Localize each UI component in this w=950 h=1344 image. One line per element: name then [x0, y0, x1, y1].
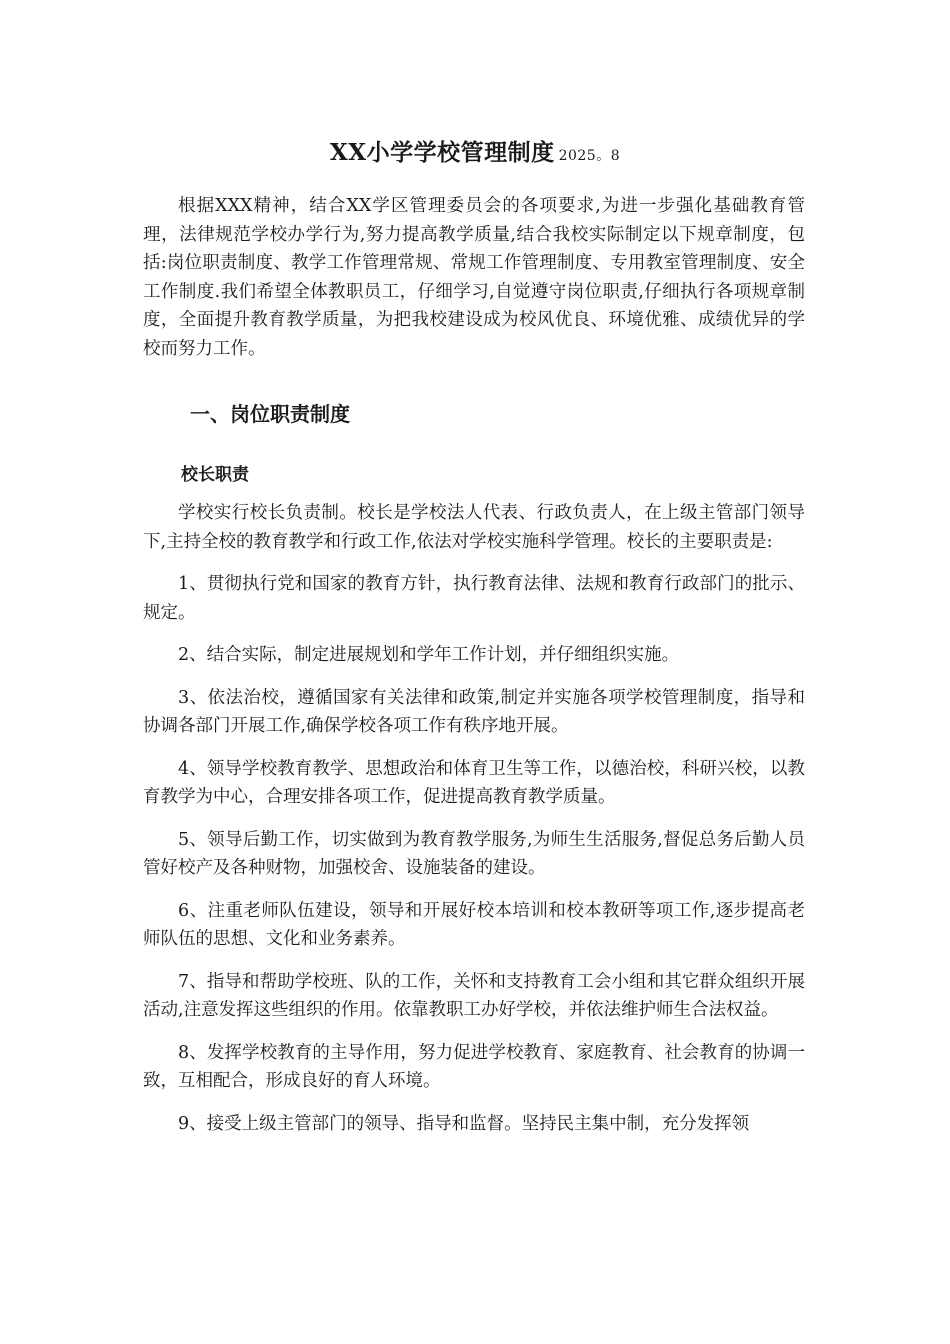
- document-title: [0, 136, 950, 173]
- intro-paragraph: 根据XXX精神，结合XX学区管理委员会的各项要求,为进一步强化基础教育管理，法律规范学校办学行为,努力提高教学质量,结合我校实际制定以下规章制度，包括:岗位职责制度、教学工作管理常规、常规工作管理制度、专用教室管理制度、安全工作制度.我们希望全体教职员工，仔细学习,自觉遵守岗位职责,仔细执行各项规章制度，全面提升教育教学质量，为把我校建设成为校风优良、环境优雅、成绩优异的学校而努力工作。: [143, 196, 805, 359]
- duty-item-1: 1、贯彻执行党和国家的教育方针，执行教育法律、法规和教育行政部门的批示、规定。: [143, 574, 805, 623]
- document-body: [143, 192, 805, 1152]
- duty-item-9: 9、接受上级主管部门的领导、指导和监督。坚持民主集中制，充分发挥领: [178, 1113, 750, 1134]
- duty-item-3: 3、依法治校，遵循国家有关法律和政策,制定并实施各项学校管理制度，指导和协调各部门开展工作,确保学校各项工作有秩序地开展。: [143, 687, 805, 736]
- duty-item-8: 8、发挥学校教育的主导作用，努力促进学校教育、家庭教育、社会教育的协调一致，互相配合，形成良好的育人环境。: [143, 1042, 805, 1091]
- duty-item-2: 2、结合实际，制定进展规划和学年工作计划，并仔细组织实施。: [178, 645, 680, 665]
- section-heading: 一、岗位职责制度: [190, 402, 350, 426]
- duty-item-6: 6、注重老师队伍建设，领导和开展好校本培训和校本教研等项工作,逐步提高老师队伍的思想、文化和业务素养。: [143, 900, 805, 949]
- title-text: XX小学学校管理制度: [329, 139, 555, 166]
- duty-item-7: 7、指导和帮助学校班、队的工作，关怀和支持教育工会小组和其它群众组织开展活动,注意发挥这些组织的作用。依靠教职工办好学校，并依法维护师生合法权益。: [143, 971, 805, 1020]
- title-date: 2025。8: [558, 148, 621, 164]
- lead-paragraph: 学校实行校长负责制。校长是学校法人代表、行政负责人，在上级主管部门领导下,主持全校的教育教学和行政工作,依法对学校实施科学管理。校长的主要职责是:: [143, 503, 805, 552]
- duty-item-5: 5、领导后勤工作，切实做到为教育教学服务,为师生生活服务,督促总务后勤人员管好校产及各种财物，加强校舍、设施装备的建设。: [143, 829, 805, 878]
- duty-item-4: 4、领导学校教育教学、思想政治和体育卫生等工作，以德治校，科研兴校，以教育教学为中心，合理安排各项工作，促进提高教育教学质量。: [143, 758, 805, 807]
- subsection-heading: 校长职责: [181, 465, 249, 485]
